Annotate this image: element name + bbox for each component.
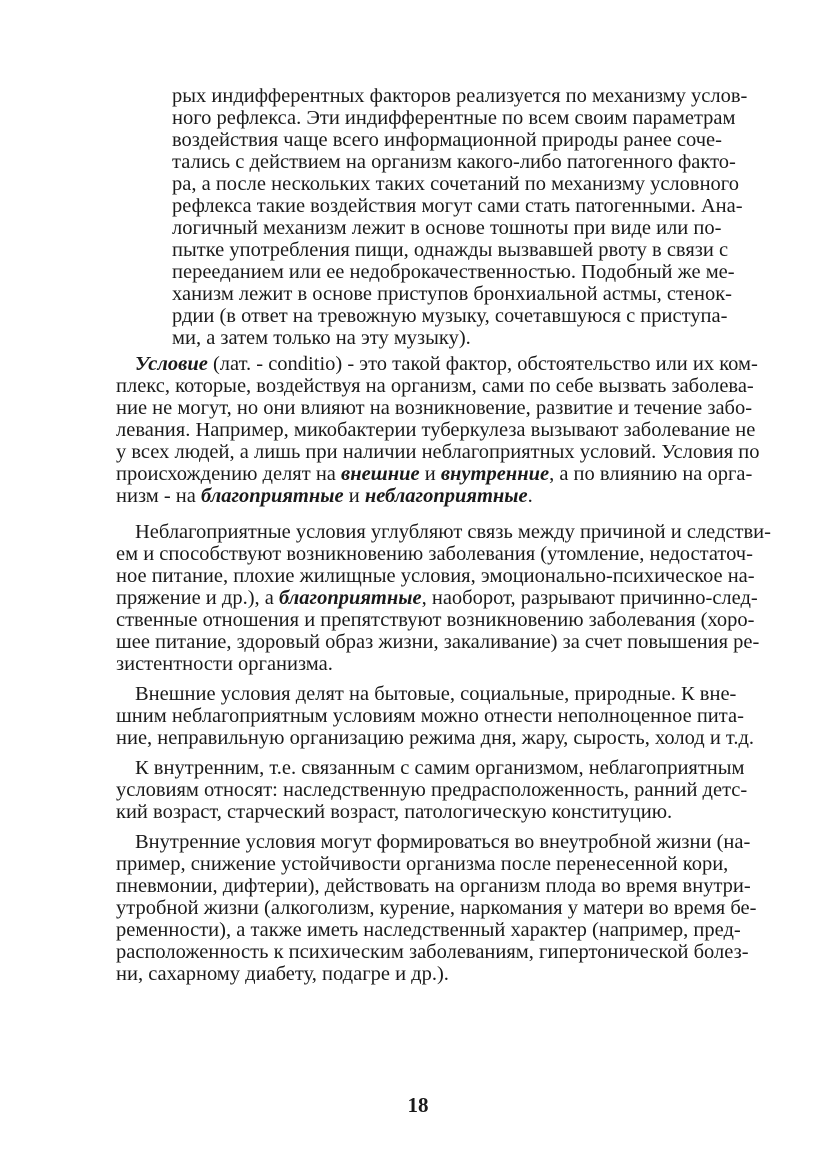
text-span: низм - на	[116, 485, 201, 507]
text-span: и	[419, 463, 441, 485]
text-line: левания. Например, микобактерии туберкулеза вызывают заболевание не	[116, 419, 756, 441]
term-internal: внутренние	[440, 463, 550, 485]
text-line: ние не могут, но они влияют на возникновение, развитие и течение забо-	[116, 397, 753, 419]
text-line: ем и способствуют возникновению заболевания (утомление, недостаточ-	[116, 543, 753, 565]
term-favorable: благоприятные	[201, 485, 344, 507]
text-line: рых индифферентных факторов реализуется по механизму услов-	[172, 85, 748, 107]
page-number: 18	[407, 1093, 429, 1117]
text-line: воздействия чаще всего информационной природы ранее соче-	[172, 129, 722, 151]
text-line: утробной жизни (алкоголизм, курение, наркомания у матери во время бе-	[116, 897, 757, 919]
text-span: , наоборот, разрывают причинно-след-	[421, 587, 758, 609]
text-line: логичный механизм лежит в основе тошноты при виде или по-	[172, 217, 722, 239]
text-line: ра, а после нескольких таких сочетаний по механизму условного	[172, 173, 739, 195]
text-line: кий возраст, старческий возраст, патологическую конституцию.	[116, 801, 673, 823]
text-line: пример, снижение устойчивости организма после перенесенной кори,	[116, 853, 729, 875]
term-external: внешние	[341, 463, 420, 485]
text-line: Внутренние условия могут формироваться во внеутробной жизни (на-	[135, 831, 751, 853]
text-span: .	[527, 485, 533, 507]
text-line: ни, сахарному диабету, подагре и др.).	[116, 963, 449, 985]
text-line: расположенность к психическим заболеваниям, гипертонической болез-	[116, 941, 749, 963]
text-span: (лат. - conditio) - это такой фактор, обстоятельство или их ком-	[207, 353, 758, 375]
text-line: тались с действием на организм какого-либо патогенного факто-	[172, 151, 736, 173]
text-line: ханизм лежит в основе приступов бронхиальной астмы, стенок-	[172, 283, 733, 305]
term-favorable: благоприятные	[279, 587, 422, 609]
text-line: ственные отношения и препятствуют возникновению заболевания (хоро-	[116, 609, 755, 631]
text-line	[116, 485, 533, 507]
text-line: ми, а затем только на эту музыку).	[172, 327, 471, 349]
text-line: рдии (в ответ на тревожную музыку, сочетавшуюся с приступа-	[172, 305, 728, 327]
text-line: плекс, которые, воздействуя на организм, сами по себе вызвать заболева-	[116, 375, 754, 397]
text-line: Неблагоприятные условия углубляют связь между причиной и следстви-	[135, 521, 771, 543]
text-line: К внутренним, т.е. связанным с самим организмом, неблагоприятным	[135, 757, 745, 779]
text-line: условиям относят: наследственную предрасположенность, ранний детс-	[116, 779, 748, 801]
text-line	[116, 587, 758, 609]
text-line: зистентности организма.	[116, 653, 333, 675]
text-line	[116, 463, 752, 485]
text-line: ние, неправильную организацию режима дня, жару, сырость, холод и т.д.	[116, 727, 755, 749]
text-line: ременности), а также иметь наследственный характер (например, пред-	[116, 919, 741, 941]
text-line: пневмонии, дифтерии), действовать на организм плода во время внутри-	[116, 875, 751, 897]
text-line: ное питание, плохие жилищные условия, эмоционально-психическое на-	[116, 565, 755, 587]
text-line: рефлекса такие воздействия могут сами стать патогенными. Ана-	[172, 195, 743, 217]
text-span: происхождению делят на	[116, 463, 342, 485]
text-span: , а по влиянию на орга-	[549, 463, 753, 485]
text-line: у всех людей, а лишь при наличии неблагоприятных условий. Условия по	[116, 441, 760, 463]
text-span: и	[343, 485, 365, 507]
text-line: Внешние условия делят на бытовые, социальные, природные. К вне-	[135, 683, 737, 705]
text-span: пряжение и др.), а	[116, 587, 280, 609]
text-line: шее питание, здоровый образ жизни, закаливание) за счет повышения ре-	[116, 631, 760, 653]
term-unfavorable: неблагоприятные	[364, 485, 528, 507]
text-line: шним неблагоприятным условиям можно отнести неполноценное пита-	[116, 705, 744, 727]
text-line: перееданием или ее недоброкачественностью. Подобный же ме-	[172, 261, 735, 283]
term-condition: Условие	[135, 353, 208, 375]
text-line: ного рефлекса. Эти индифферентные по всем своим параметрам	[172, 107, 736, 129]
text-line: пытке употребления пищи, однажды вызвавшей рвоту в связи с	[172, 239, 729, 261]
text-line	[135, 353, 758, 375]
